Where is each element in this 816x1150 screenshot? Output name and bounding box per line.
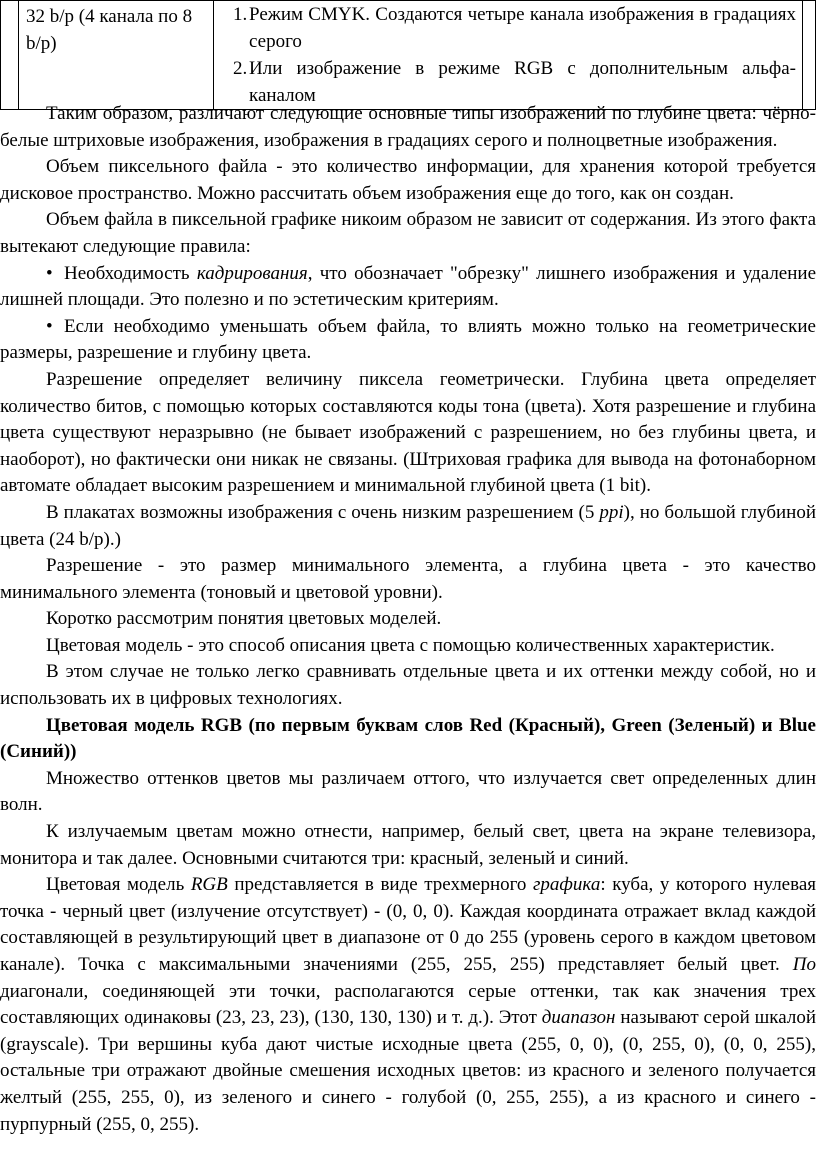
paragraph: Множество оттенков цветов мы различаем оттого, что излучается свет определенных длин волн. [0,767,816,816]
emphasis: RGB [190,874,228,896]
list-item-text: Режим CMYK. Создаются четыре канала изображения в градациях серого [249,4,796,52]
formats-table [0,0,816,110]
paragraph: Объем пиксельного файла - это количество информации, для хранения которой требуется дисковое пространство. Можно рассчитать объем изображения еще до того, как он создан. [0,156,816,204]
text-span: Если необходимо уменьшать объем файла, то влиять можно только на геометрические размеры, разрешение и глубину цвета. [0,315,816,364]
paragraph [0,872,816,1138]
bullet-item [0,261,816,314]
text-span: , что обозначает "обрезку" лишнего изображения и удаление лишней площади. Это полезно и по эстетическим критериям. [0,262,816,311]
text-span: ), но большой глубиной цвета (24 b/p).) [0,501,816,550]
text-span: называют серой шкалой (grayscale). Три вершины куба дают чистые исходные цвета (255, 0, 0), (0, 255, 0), (0, 0, 255), остальные три отражают двойные смешения исходных цветов: из красного и зеленого получается желтый (255, 255, 0), из зеленого и синего - голубой (0, 255, 255), а из красного и синего - пурпурный (255, 0, 255). [0,1007,816,1135]
table-cell-bit-depth: 32 b/p (4 канала по 8 b/p) [19,1,214,110]
paragraph: Разрешение - это размер минимального элемента, а глубина цвета - это качество минимального элемента (тоновый и цветовой уровни). [0,555,816,603]
emphasis: кадрирования [196,262,308,284]
list-item-text: Или изображение в режиме RGB с дополнительным альфа-каналом [249,58,796,106]
paragraph: Цветовая модель - это способ описания цвета с помощью количественных характеристик. [46,634,775,656]
list-number: 2. [233,58,248,79]
list-item [214,1,802,55]
document-body [0,101,816,1138]
text-span: В плакатах возможны изображения с очень низким разрешением (5 [46,501,600,523]
table-cell-description [214,1,803,110]
paragraph: В этом случае не только легко сравнивать отдельные цвета и их оттенки между собой, но и использовать их в цифровых технологиях. [0,661,816,710]
emphasis: ppi [599,501,624,523]
table-row [1,1,816,110]
bullet-icon: • [46,262,53,284]
list-number: 1. [233,4,248,25]
paragraph: Коротко рассмотрим понятия цветовых моделей. [46,608,442,630]
paragraph: К излучаемым цветам можно отнести, например, белый свет, цвета на экране телевизора, монитора и так далее. Основными считаются три: красный, зеленый и синий. [0,821,816,869]
paragraph: Разрешение определяет величину пиксела геометрически. Глубина цвета определяет количество битов, с помощью которых составляются коды тона (цвета). Хотя разрешение и глубина цвета существуют неразрывно (не бывает изображений с разрешением, но без глубины цвета, и наоборот), но фактически они никак не связаны. (Штриховая графика для вывода на фотонаборном автомате обладает высоким разрешением и минимальной глубиной цвета (1 bit). [0,368,816,497]
text-span: Цветовая модель [46,874,191,896]
bullet-item [0,314,816,367]
emphasis: графика [533,874,601,896]
table-cell-empty [1,1,19,110]
table-cell-empty [803,1,816,110]
bullet-icon: • [46,315,53,337]
numbered-list [214,1,802,109]
paragraph [0,500,816,553]
emphasis: По [792,954,816,975]
text-span: Необходимость [64,262,197,284]
section-heading: Цветовая модель RGB (по первым буквам слов Red (Красный), Green (Зеленый) и Blue (Синий)) [0,714,816,763]
paragraph: Объем файла в пиксельной графике никоим образом не зависит от содержания. Из этого факта вытекают следующие правила: [0,209,816,257]
text-span: диагонали, соединяющей эти точки, располагаются серые оттенки, так как значения трех составляющих одинаковы (23, 23, 23), (130, 130, 130) и т. д.). Этот [0,980,816,1029]
emphasis: диапазон [541,1007,616,1029]
text-span: представляется в виде трехмерного [227,874,534,896]
paragraph: Таким образом, различают следующие основные типы изображений по глубине цвета: чёрно-белые штриховые изображения, изображения в градациях серого и полноцветные изображения. [0,103,816,151]
text-span: : куба, у которого нулевая точка - черный цвет (излучение отсутствует) - (0, 0, 0). Каждая координата отражает вклад каждой составляющей в результирующий цвет в диапазоне от 0 до 255 (уровень серого в каждом цветовом канале). Точка с максимальными значениями (255, 255, 255) представляет белый цвет. [0,874,816,975]
